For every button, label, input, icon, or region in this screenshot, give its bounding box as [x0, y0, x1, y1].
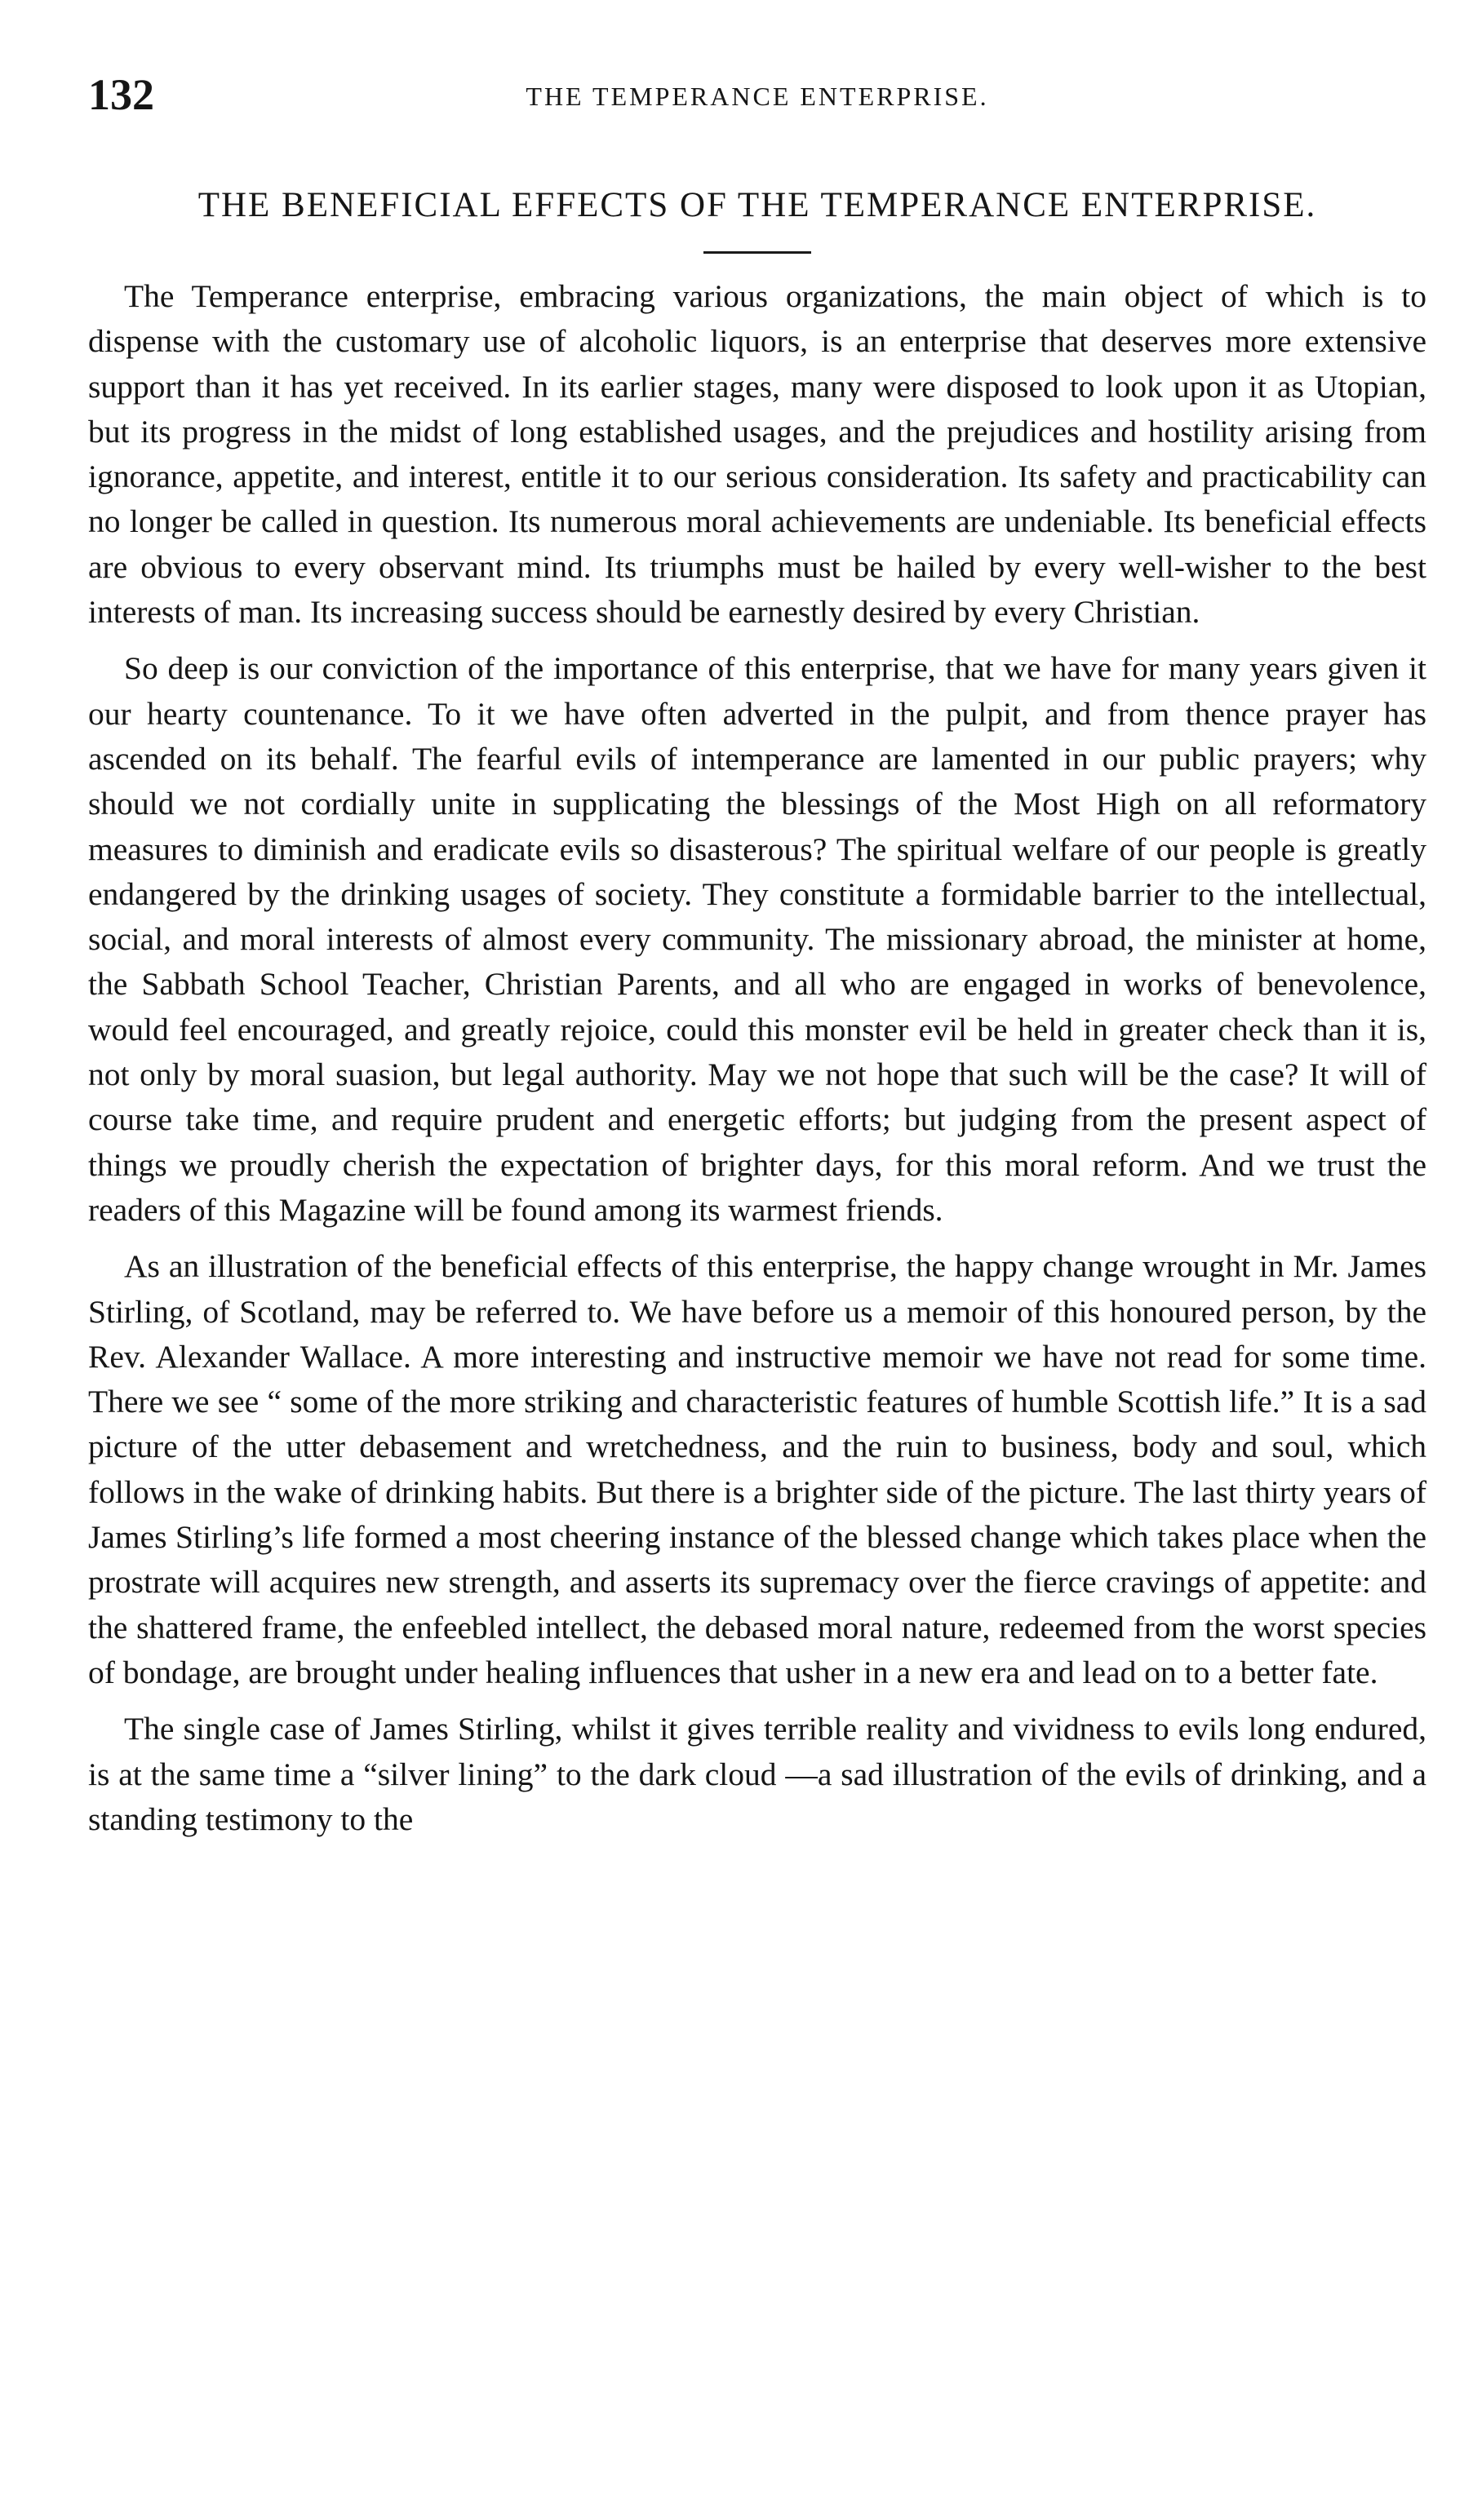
paragraph-2: So deep is our conviction of the importance of this enterprise, that we have for many years given it our hearty countenance. To it we have often adverted in the pulpit, and from thence prayer has ascended on its behalf. The fearful evils of intemperance are lamented in our public prayers; why should we not cordially unite in supplicating the blessings of the Most High on all reformatory measures to diminish and eradicate evils so disasterous? The spiritual welfare of our people is greatly endangered by the drinking usages of society. They constitute a formidable barrier to the intellectual, social, and moral interests of almost every community. The missionary abroad, the minister at home, the Sabbath School Teacher, Christian Parents, and all who are engaged in works of benevolence, would feel encouraged, and greatly rejoice, could this monster evil be held in greater check than it is, not only by moral suasion, but legal authority. May we not hope that such will be the case? It will of course take time, and require prudent and energetic efforts; but judging from the present aspect of things we proudly cherish the expectation of brighter days, for this moral reform. And we trust the readers of this Magazine will be found among its warmest friends. — [88, 650, 1426, 1228]
page-number: 132 — [88, 70, 154, 119]
paragraph-4: The single case of James Stirling, whilst it gives terrible reality and vividness to evils long endured, is at the same time a “silver lining” to the dark cloud —a sad illustration of the evils of drinking, and a standing testimony to the — [88, 1711, 1426, 1837]
paragraph-3: As an illustration of the beneficial effects of this enterprise, the happy change wrought in Mr. James Stirling, of Scotland, may be referred to. We have before us a memoir of this honoured person, by the Rev. Alexander Wallace. A more interesting and instructive memoir we have not read for some time. There we see “ some of the more striking and characteristic features of humble Scottish life.” It is a sad picture of the utter debasement and wretchedness, and the ruin to business, body and soul, which follows in the wake of drinking habits. But there is a brighter side of the picture. The last thirty years of James Stirling’s life formed a most cheering instance of the blessed change which takes place when the prostrate will acquires new strength, and asserts its supremacy over the fierce cravings of appetite: and the shattered frame, the enfeebled intellect, the debased moral nature, redeemed from the worst species of bondage, are brought under healing influences that usher in a new era and lead on to a better fate. — [88, 1248, 1426, 1690]
running-head — [88, 70, 1426, 127]
paragraph-1: The Temperance enterprise, embracing various organizations, the main object of which is to dispense with the customary use of alcoholic liquors, is an enterprise that deserves more extensive support than it has yet received. In its earlier stages, many were disposed to look upon it as Utopian, but its progress in the midst of long established usages, and the prejudices and hostility arising from ignorance, appetite, and interest, entitle it to our serious consideration. Its safety and practicability can no longer be called in question. Its numerous moral achievements are undeniable. Its beneficial effects are obvious to every observant mind. Its triumphs must be hailed by every well-wisher to the best interests of man. Its increasing success should be earnestly desired by every Christian. — [88, 278, 1426, 631]
running-title: THE TEMPERANCE ENTERPRISE. — [526, 82, 989, 111]
title-divider — [703, 251, 811, 254]
article-title: THE BENEFICIAL EFFECTS OF THE TEMPERANCE ENTERPRISE. — [197, 186, 1317, 224]
article-body — [88, 274, 1426, 1842]
